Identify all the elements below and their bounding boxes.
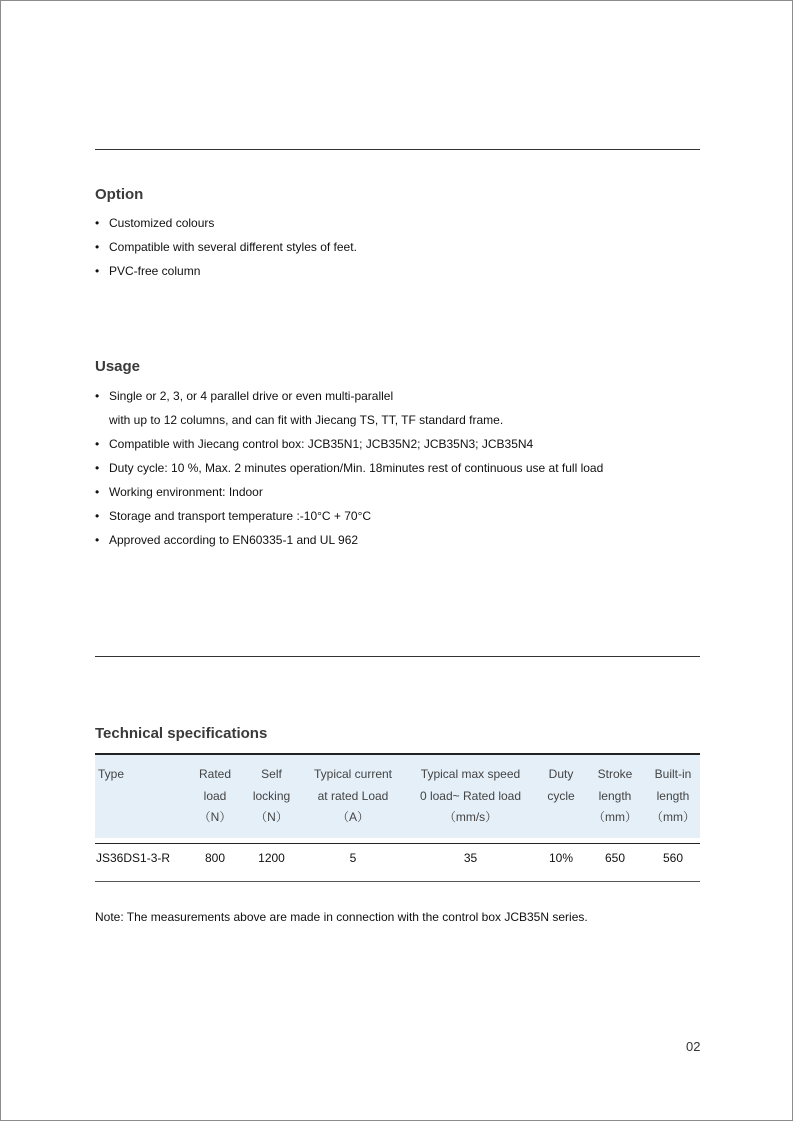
list-item: • Working environment: Indoor [95, 485, 263, 499]
header-max-speed: Typical max speed 0 load~ Rated load （mm/s） [419, 767, 522, 824]
cell-self-locking: 1200 [258, 850, 285, 865]
table-header-row [95, 753, 700, 838]
header-rated-load: Rated load （N） [198, 767, 232, 824]
header-built-in-length: Built-in length （mm） [651, 767, 695, 824]
divider-middle [95, 656, 700, 657]
list-item: • Customized colours [95, 216, 215, 230]
list-item: • Approved according to EN60335-1 and UL 962 [95, 533, 359, 547]
list-item-continuation: with up to 12 columns, and can fit with Jiecang TS, TT, TF standard frame. [109, 413, 504, 427]
list-item: • Storage and transport temperature :-10°C + 70°C [95, 509, 372, 523]
page-number: 02 [686, 1039, 701, 1054]
option-heading: Option [95, 186, 144, 203]
list-item: • Single or 2, 3, or 4 parallel drive or even multi-parallel [95, 389, 394, 403]
table-header-border [95, 843, 700, 844]
divider-top [95, 149, 700, 150]
cell-rated-load: 800 [204, 850, 226, 865]
specs-heading: Technical specifications [95, 725, 268, 742]
header-self-locking: Self locking （N） [252, 767, 291, 824]
option-list [95, 211, 357, 283]
list-item: • Compatible with several different styles of feet. [95, 240, 357, 254]
list-item: • Compatible with Jiecang control box: JCB35N1; JCB35N2; JCB35N3; JCB35N4 [95, 437, 534, 451]
table-top-border [95, 753, 700, 755]
table-bottom-border [95, 881, 700, 882]
list-item: • Duty cycle: 10 %, Max. 2 minutes operation/Min. 18minutes rest of continuous use at full load [95, 461, 604, 475]
usage-list [95, 384, 603, 552]
header-type: Type [98, 767, 125, 781]
header-duty-cycle: Duty cycle [547, 767, 575, 803]
cell-type: JS36DS1-3-R [96, 850, 171, 865]
header-typical-current: Typical current at rated Load （A） [313, 767, 393, 824]
cell-max-speed: 35 [463, 850, 478, 865]
cell-stroke-length: 650 [604, 850, 626, 865]
usage-heading: Usage [95, 358, 141, 375]
spec-table [95, 753, 700, 878]
footnote: Note: The measurements above are made in connection with the control box JCB35N series. [95, 910, 588, 924]
cell-duty-cycle: 10% [548, 850, 574, 865]
cell-built-in-length: 560 [662, 850, 684, 865]
cell-typical-current: 5 [349, 850, 357, 865]
header-stroke-length: Stroke length （mm） [593, 767, 637, 824]
list-item: • PVC-free column [95, 264, 201, 278]
